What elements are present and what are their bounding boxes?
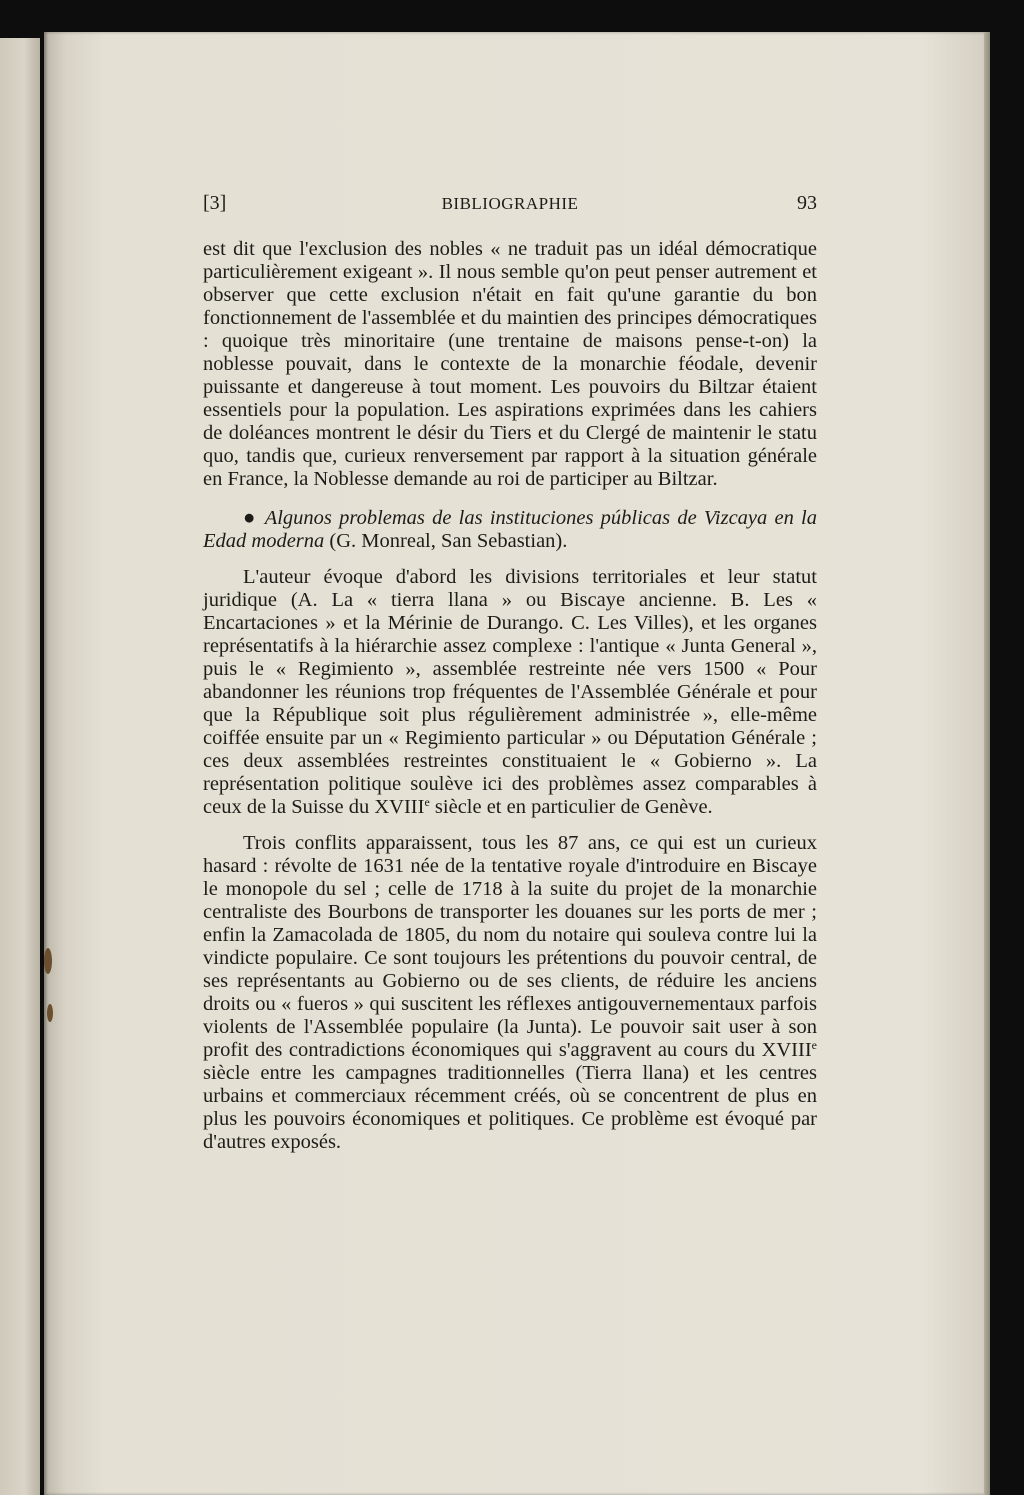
body-text [203,238,817,1154]
page-number: 93 [797,192,817,214]
paragraph-text: Trois conflits apparaissent, tous les 87 ans, ce qui est un curieux hasard : révolte de 1631 née de la tentative royale d'introduire en Biscaye le monopole du sel ; celle de 1718 à la suite du projet de la monarchie centraliste des Bourbons de transporter les douanes sur les ports de mer ; enfin la Zamacolada de 1805, du nom du notaire qui souleva contre lui la vindicte populaire. Ce sont toujours les prétentions du pouvoir central, de ses représentants au Gobierno ou de ses clients, de réduire les anciens droits ou « fueros » qui suscitent les réflexes antigouvernementaux parfois violents de l'Assemblée populaire (la Junta). Le pouvoir sait user à son profit des contradictions économiques qui s'aggravent au cours du XVIII [203,832,817,1061]
paragraph-divisions [203,566,817,819]
binding-stain [44,948,52,974]
bullet-icon: ● [243,507,258,529]
section-heading-paragraph [203,507,817,553]
running-title: BIBLIOGRAPHIE [441,194,579,213]
paragraph-text: L'auteur évoque d'abord les divisions territoriales et leur statut juridique (A. La « tierra llana » ou Biscaye ancienne. B. Les « Encartaciones » et la Mérinie de Durango. C. Les Villes), et les organes représentatifs à la hiérarchie assez complexe : l'antique « Junta General », puis le « Regimiento », assemblée restreinte née vers 1500 « Pour abandonner les réunions trop fréquentes de l'Assemblée Générale et pour que la République soit plus régulièrement administrée », elle-même coiffée ensuite par un « Regimiento particular » ou Députation Générale ; ces deux assemblées restreintes constituaient le « Gobierno ». La représentation politique soulève ici des problèmes assez comparables à ceux de la Suisse du XVIII [203,566,817,818]
paragraph-conflicts [203,832,817,1154]
running-head [203,192,817,222]
paragraph-continuation: est dit que l'exclusion des nobles « ne traduit pas un idéal démocratique particulièrement exigeant ». Il nous semble qu'on peut penser autrement et observer que cette exclusion n'était en fait qu'une garantie du bon fonctionnement de l'assemblée et du maintien des principes démocratiques : quoique très minoritaire (une trentaine de maisons pense-t-on) la noblesse pouvait, dans le contexte de la monarchie féodale, devenir puissante et dangereuse à tout moment. Les pouvoirs du Biltzar étaient essentiels pour la population. Les aspirations exprimées dans les cahiers de doléances montrent le désir du Tiers et du Clergé de maintenir le statu quo, tandis que, curieux renversement par rapport à la situation générale en France, la Noblesse demande au roi de participer au Biltzar. [203,238,817,490]
paragraph-text: siècle entre les campagnes traditionnelles (Tierra llana) et les centres urbains et commerciaux récemment créés, où se concentrent de plus en plus les pouvoirs économiques et politiques. Ce problème est évoqué par d'autres exposés. [203,1062,817,1153]
section-author: (G. Monreal, San Sebastian). [324,530,568,552]
superscript: e [424,795,430,809]
page-fore-edge [984,32,990,1495]
page-reference: [3] [203,192,227,214]
section-title: Algunos problemas de las instituciones públicas de Vizcaya en la Edad moderna [203,507,817,552]
paragraph-text: siècle et en particulier de Genève. [429,796,713,818]
facing-page-edge [0,38,40,1495]
binding-stain [47,1004,53,1022]
page-content [203,192,817,1154]
superscript: e [811,1038,817,1052]
